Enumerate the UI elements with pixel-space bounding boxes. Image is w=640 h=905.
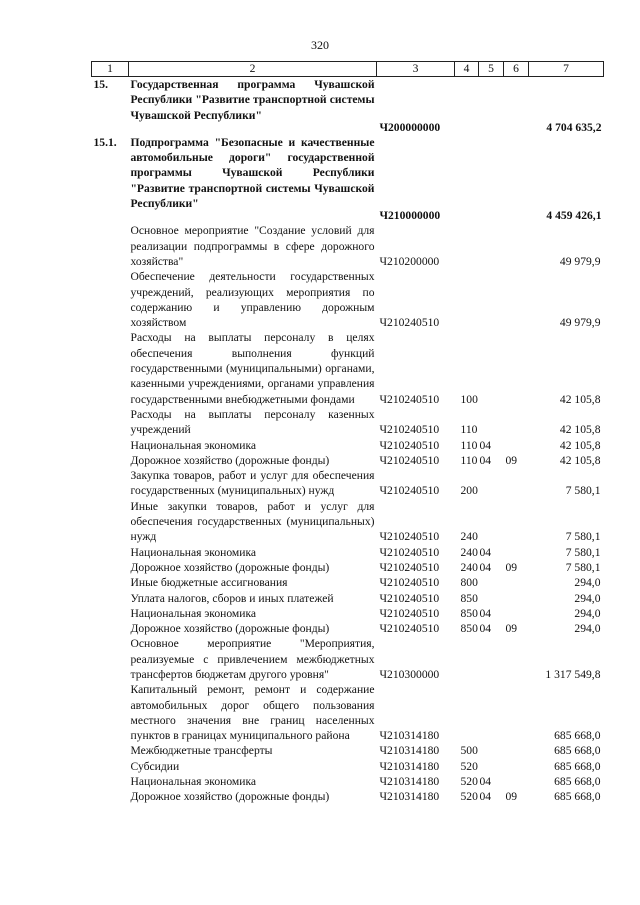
row-number [92,560,129,575]
section-code [479,223,504,269]
row-number [92,453,129,468]
amount: 294,0 [574,622,601,636]
target-article-code: Ч210314180 [379,729,440,743]
item-name: Уплата налогов, сборов и иных платежей [130,591,334,605]
target-article-code: Ч210314180 [379,759,440,773]
expense-type-code: 850 [460,591,478,605]
expense-type-code: 110 [460,453,478,467]
subsection-code [504,223,529,269]
row-number [92,606,129,621]
expense-type-code: 200 [460,484,478,498]
table-row [92,774,604,789]
item-name: Дорожное хозяйство (дорожные фонды) [130,622,330,636]
amount: 685 668,0 [554,790,601,804]
section-code [479,591,504,606]
target-article-code: Ч210240510 [379,316,440,330]
amount: 685 668,0 [554,775,601,789]
section-code [479,636,504,682]
column-number-header: 2 [129,62,377,77]
section-code: 04 [479,438,492,452]
item-name: Национальная экономика [130,775,257,789]
amount: 685 668,0 [554,729,601,743]
expense-type-code: 850 [460,622,478,636]
amount: 49 979,9 [559,254,601,268]
expense-type-code: 520 [460,790,478,804]
subsection-code [504,759,529,774]
expense-type-code: 500 [460,744,478,758]
expense-type-code: 110 [460,423,478,437]
target-article-code: Ч200000000 [379,120,441,134]
expense-type-code: 520 [460,759,478,773]
amount: 7 580,1 [565,545,601,559]
expense-type-code: 800 [460,576,478,590]
table-row [92,453,604,468]
amount: 4 459 426,1 [546,209,602,223]
section-code [479,468,504,499]
row-number [92,789,129,804]
section-code [479,135,504,223]
column-number-header: 4 [455,62,479,77]
section-code: 04 [479,545,492,559]
target-article-code: Ч210240510 [379,606,440,620]
target-article-code: Ч210314180 [379,790,440,804]
item-name: Межбюджетные трансферты [130,744,273,758]
expense-type-code: 240 [460,560,478,574]
section-code: 04 [479,775,492,789]
column-number-header: 1 [92,62,129,77]
amount: 42 105,8 [559,423,601,437]
amount: 42 105,8 [559,453,601,467]
item-name: Капитальный ремонт, ремонт и содержание автомобильных дорог общего пользования местного значения вне границ населенных пунктов в границах муниципального района [130,683,375,743]
target-article-code: Ч210240510 [379,423,440,437]
item-name: Расходы на выплаты персоналу в целях обеспечения выполнения функций государственными (муниципальными) органами, казенными учреждениями, органами управления государственными внебюджетными фондами [130,331,375,406]
amount: 7 580,1 [565,530,601,544]
subsection-code [504,438,529,453]
section-code [479,269,504,330]
item-name: Иные бюджетные ассигнования [130,576,288,590]
table-row [92,591,604,606]
row-number [92,468,129,499]
table-row [92,545,604,560]
section-code: 04 [479,606,492,620]
section-code [479,759,504,774]
section-code [479,330,504,406]
page-number: 320 [311,38,329,52]
row-number [92,438,129,453]
item-name: Дорожное хозяйство (дорожные фонды) [130,453,330,467]
item-name: Субсидии [130,759,180,773]
item-name: Закупка товаров, работ и услуг для обеспечения государственных (муниципальных) нужд [130,469,375,498]
table-row [92,223,604,269]
row-number [92,269,129,330]
expense-type-code: 100 [460,392,478,406]
section-code [479,407,504,438]
row-number [92,774,129,789]
section-code: 04 [479,453,492,467]
amount: 294,0 [574,606,601,620]
row-number [92,759,129,774]
item-name: Расходы на выплаты персоналу казенных учреждений [130,407,375,437]
column-number-header: 6 [504,62,529,77]
item-name: Национальная экономика [130,545,257,559]
column-number-header: 3 [377,62,455,77]
table-row [92,407,604,438]
subsection-code [504,743,529,758]
row-number [92,743,129,758]
amount: 7 580,1 [565,484,601,498]
expense-type-code [455,682,479,743]
section-code: 04 [479,560,492,574]
subsection-code [504,545,529,560]
table-row [92,438,604,453]
row-number [92,223,129,269]
subsection-code [504,774,529,789]
section-code [479,77,504,135]
expense-type-code [455,77,479,135]
row-number [92,591,129,606]
item-name: Дорожное хозяйство (дорожные фонды) [130,790,330,804]
subsection-code [504,330,529,406]
subsection-code [504,77,529,135]
subsection-code: 09 [505,453,518,467]
subsection-code [504,606,529,621]
expense-type-code: 240 [460,545,478,559]
section-code: 04 [479,622,492,636]
expense-type-code [455,269,479,330]
table-row [92,743,604,758]
subsection-code: 09 [505,560,518,574]
target-article-code: Ч210240510 [379,392,440,406]
amount: 7 580,1 [565,560,601,574]
subsection-code [504,468,529,499]
budget-table [91,61,604,805]
expense-type-code [455,636,479,682]
subsection-code [504,682,529,743]
table-row [92,468,604,499]
table-row [92,77,604,135]
amount: 1 317 549,8 [545,667,601,681]
table-row [92,499,604,545]
target-article-code: Ч210200000 [379,254,440,268]
subsection-code [504,499,529,545]
amount: 685 668,0 [554,744,601,758]
expense-type-code [455,223,479,269]
item-name: Иные закупки товаров, работ и услуг для обеспечения государственных (муниципальных) нужд [130,499,375,544]
section-code [479,575,504,590]
row-number [92,636,129,682]
table-row [92,575,604,590]
target-article-code: Ч210240510 [379,576,440,590]
target-article-code: Ч210314180 [379,744,440,758]
item-name: Основное мероприятие "Мероприятия, реализуемые с привлечением межбюджетных трансфертов бюджетам другого уровня" [130,637,375,681]
item-name: Основное мероприятие "Создание условий для реализации подпрограммы в сфере дорожного хозяйства" [130,224,375,268]
row-number [92,621,129,636]
amount: 685 668,0 [554,759,601,773]
subsection-code: 09 [505,622,518,636]
target-article-code: Ч210240510 [379,545,440,559]
item-name: Обеспечение деятельности государственных учреждений, реализующих мероприятия по содержанию и управлению дорожным хозяйством [130,270,375,330]
row-number: 15. [93,78,108,91]
item-name: Национальная экономика [130,438,257,452]
subsection-code [504,135,529,223]
amount: 49 979,9 [559,316,601,330]
subsection-code: 09 [505,790,518,804]
row-number [92,330,129,406]
table-row [92,135,604,223]
target-article-code: Ч210240510 [379,438,440,452]
target-article-code: Ч210240510 [379,453,440,467]
expense-type-code: 850 [460,606,478,620]
amount: 294,0 [574,591,601,605]
row-number [92,499,129,545]
target-article-code: Ч210240510 [379,484,440,498]
table-row [92,636,604,682]
budget-table-body [92,77,604,805]
column-number-header: 7 [529,62,604,77]
section-code [479,743,504,758]
target-article-code: Ч210240510 [379,530,440,544]
amount: 42 105,8 [559,438,601,452]
table-row [92,269,604,330]
row-number [92,545,129,560]
row-number [92,682,129,743]
expense-type-code: 110 [460,438,478,452]
table-row [92,682,604,743]
column-number-header: 5 [479,62,504,77]
table-row [92,560,604,575]
subsection-code [504,636,529,682]
row-number [92,575,129,590]
row-number [92,407,129,438]
section-code [479,499,504,545]
amount: 294,0 [574,576,601,590]
expense-type-code [455,135,479,223]
section-code [479,682,504,743]
column-number-row [92,62,604,77]
expense-type-code: 520 [460,775,478,789]
target-article-code: Ч210300000 [379,667,440,681]
expense-type-code: 240 [460,530,478,544]
amount: 4 704 635,2 [546,120,602,134]
item-name: Дорожное хозяйство (дорожные фонды) [130,560,330,574]
table-row [92,330,604,406]
subsection-code [504,407,529,438]
target-article-code: Ч210240510 [379,622,440,636]
subsection-code [504,269,529,330]
section-code: 04 [479,790,492,804]
table-row [92,621,604,636]
item-name: Подпрограмма "Безопасные и качественные автомобильные дороги" государственной программы Чувашской Республики "Развитие транспортной системы Чувашской Республики" [130,135,375,211]
item-name: Национальная экономика [130,606,257,620]
target-article-code: Ч210240510 [379,591,440,605]
table-row [92,789,604,804]
subsection-code [504,591,529,606]
target-article-code: Ч210000000 [379,209,441,223]
table-row [92,606,604,621]
subsection-code [504,575,529,590]
table-row [92,759,604,774]
item-name: Государственная программа Чувашской Республики "Развитие транспортной системы Чувашской Республики" [130,78,375,122]
target-article-code: Ч210240510 [379,560,440,574]
target-article-code: Ч210314180 [379,775,440,789]
amount: 42 105,8 [559,392,601,406]
row-number: 15.1. [93,135,117,149]
